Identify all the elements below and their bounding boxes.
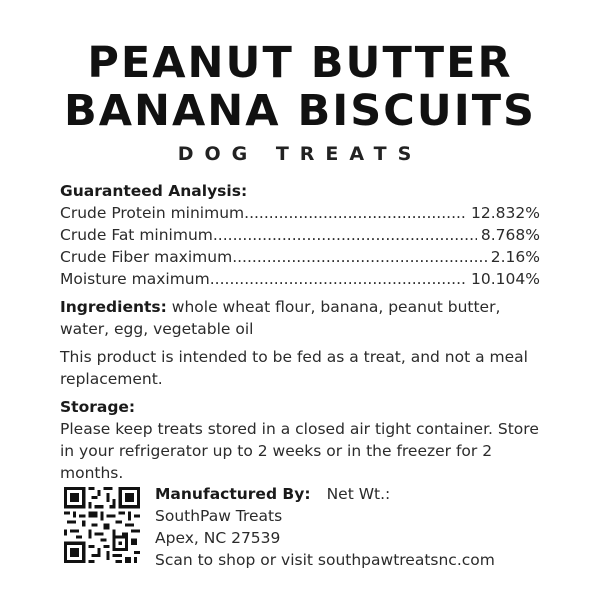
product-title-line-1: PEANUT BUTTER — [87, 38, 513, 88]
website-text: Scan to shop or visit southpawtreatsnc.com — [155, 551, 495, 569]
ingredients-heading: Ingredients: — [60, 298, 167, 316]
product-title-line-2: BANANA BISCUITS — [63, 86, 537, 136]
ingredients-paragraph — [60, 296, 540, 340]
analysis-label: Crude Fat minimum — [60, 226, 213, 244]
storage-text: Please keep treats stored in a closed air tight container. Store in your refrigerator up to 2 weeks or in the freezer for 2 months. — [60, 420, 539, 482]
storage-heading: Storage: — [60, 398, 136, 416]
label-content — [60, 180, 540, 484]
analysis-row — [60, 224, 540, 246]
treat-notice: This product is intended to be fed as a treat, and not a meal replacement. — [60, 348, 528, 388]
leader-dots — [210, 268, 467, 290]
company-name: SouthPaw Treats — [155, 507, 283, 525]
leader-dots — [244, 202, 467, 224]
analysis-row — [60, 202, 540, 224]
label-footer — [60, 483, 540, 573]
analysis-heading: Guaranteed Analysis: — [60, 182, 248, 200]
net-weight-label: Net Wt.: — [326, 485, 391, 503]
analysis-row — [60, 246, 540, 268]
analysis-row — [60, 268, 540, 290]
analysis-label: Crude Fiber maximum — [60, 248, 233, 266]
analysis-value: 2.16% — [490, 248, 540, 266]
analysis-value: 10.104% — [471, 270, 540, 288]
product-subtitle: DOG TREATS — [177, 143, 423, 165]
qr-code-icon[interactable] — [64, 487, 140, 563]
analysis-value: 12.832% — [471, 204, 540, 222]
analysis-label: Crude Protein minimum — [60, 204, 245, 222]
analysis-label: Moisture maximum — [60, 270, 210, 288]
manufactured-by-label: Manufactured By: — [155, 485, 311, 503]
analysis-value: 8.768% — [480, 226, 540, 244]
company-location: Apex, NC 27539 — [155, 529, 281, 547]
manufacturer-info — [155, 483, 495, 571]
leader-dots — [213, 224, 477, 246]
leader-dots — [232, 246, 487, 268]
ingredients-text: whole wheat flour, banana, peanut butter, water, egg, vegetable oil — [60, 298, 501, 338]
